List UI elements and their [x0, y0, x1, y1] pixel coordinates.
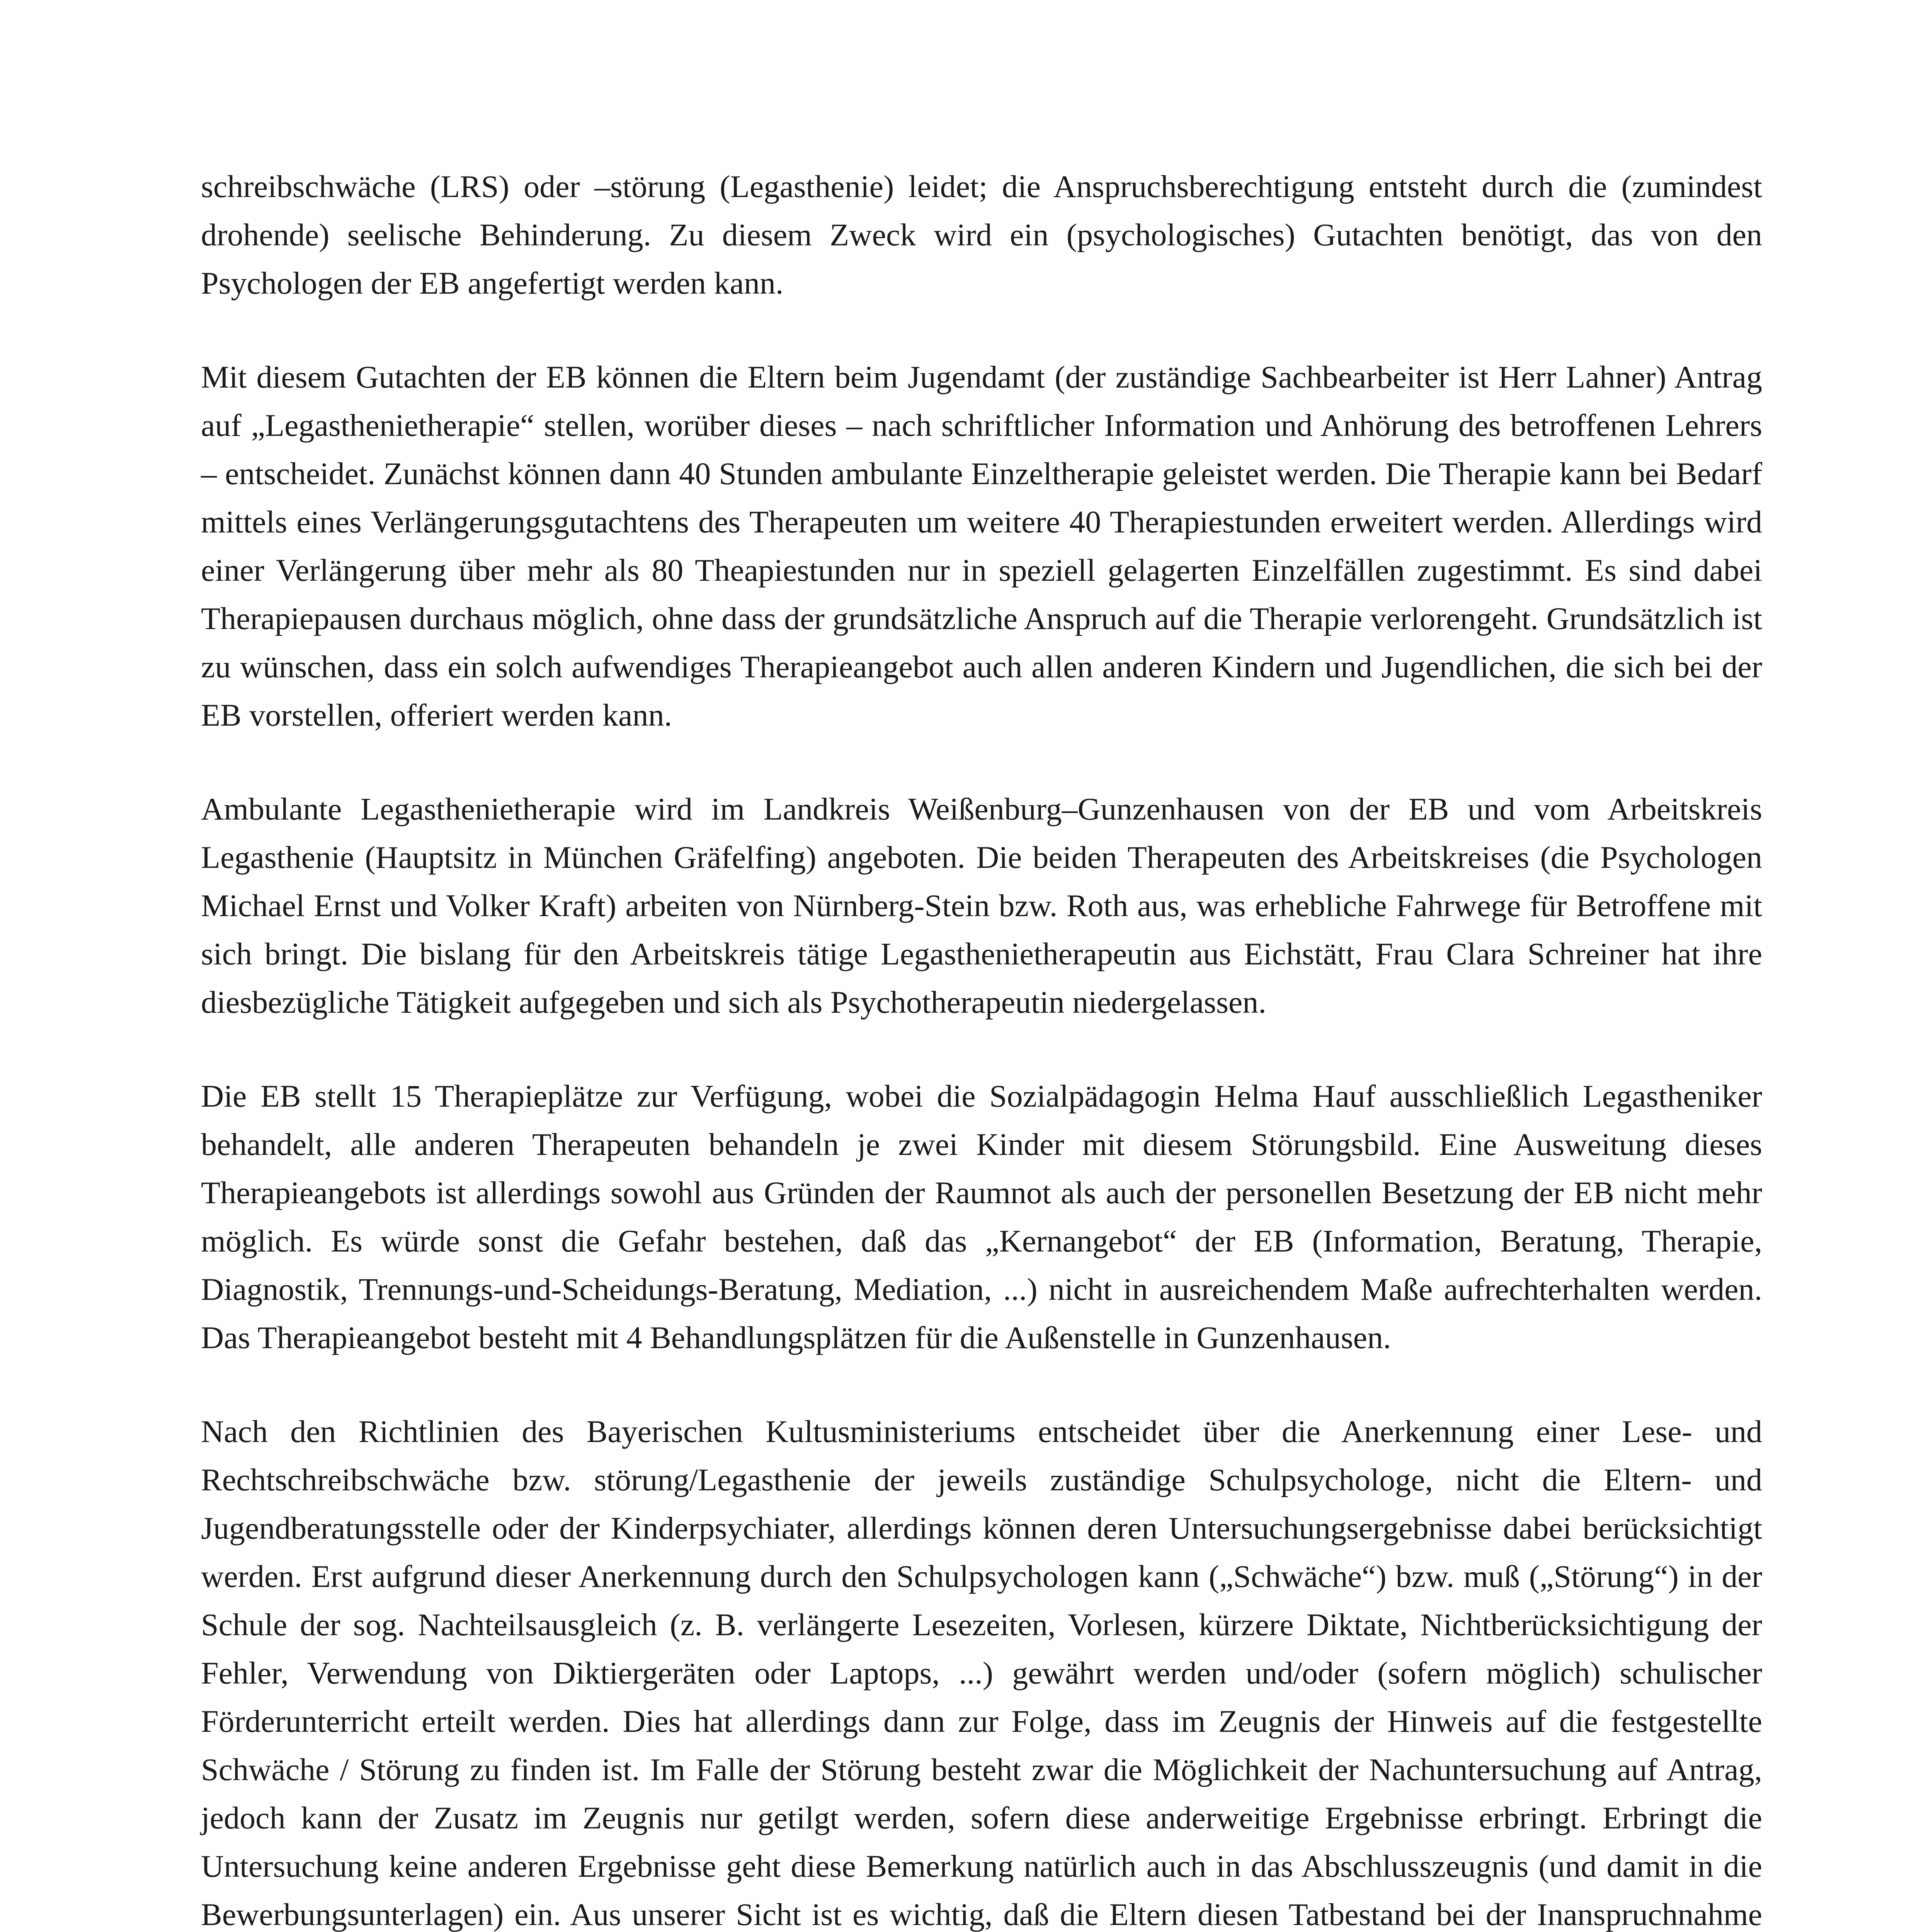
- paragraph-legasthenie-anspruch: schreibschwäche (LRS) oder –störung (Legasthenie) leidet; die Anspruchsberechtigung entsteht durch die (zumindest drohende) seelische Behinderung. Zu diesem Zweck wird ein (psychologisches) Gutachten benötigt, das von den Psychologen der EB angefertigt werden kann.: [201, 169, 1762, 301]
- paragraph-therapieplaetze: Die EB stellt 15 Therapieplätze zur Verfügung, wobei die Sozialpädagogin Helma Hauf ausschließlich Legastheniker behandelt, alle anderen Therapeuten behandeln je zwei Kinder mit diesem Störungsbild. Eine Ausweitung dieses Therapieangebots ist allerdings sowohl aus Gründen der Raumnot als auch der personellen Besetzung der EB nicht mehr möglich. Es würde sonst die Gefahr bestehen, daß das „Kernangebot“ der EB (Information, Beratung, Therapie, Diagnostik, Trennungs-und-Scheidungs-Beratung, Mediation, ...) nicht in ausreichendem Maße aufrechterhalten werden. Das Therapieangebot besteht mit 4 Behandlungsplätzen für die Außenstelle in Gunzenhausen.: [201, 1078, 1762, 1355]
- paragraph-richtlinien-kultusministerium: Nach den Richtlinien des Bayerischen Kultusministeriums entscheidet über die Anerkennung einer Lese- und Rechtschreibschwäche bzw. störung/Legasthenie der jeweils zuständige Schulpsychologe, nicht die Eltern- und Jugendberatungsstelle oder der Kinderpsychiater, allerdings können deren Untersuchungsergebnisse dabei berücksichtigt werden. Erst aufgrund dieser Anerkennung durch den Schulpsychologen kann („Schwäche“) bzw. muß („Störung“) in der Schule der sog. Nachteilsausgleich (z. B. verlängerte Lesezeiten, Vorlesen, kürzere Diktate, Nichtberücksichtigung der Fehler, Verwendung von Diktiergeräten oder Laptops, ...) gewährt werden und/oder (sofern möglich) schulischer Förderunterricht erteilt werden. Dies hat allerdings dann zur Folge, dass im Zeugnis der Hinweis auf die festgestellte Schwäche / Störung zu finden ist. Im Falle der Störung besteht zwar die Möglichkeit der Nachuntersuchung auf Antrag, jedoch kann der Zusatz im Zeugnis nur getilgt werden, sofern diese anderweitige Ergebnisse erbringt. Erbringt die Untersuchung keine anderen Ergebnisse geht diese Bemerkung natürlich auch in das Abschlusszeugnis (und damit in die Bewerbungsunterlagen) ein. Aus unserer Sicht ist es wichtig, daß die Eltern diesen Tatbestand bei der Inanspruchnahme: [201, 1414, 1762, 1932]
- paragraph-ambulante-therapie: Ambulante Legasthenietherapie wird im Landkreis Weißenburg–Gunzenhausen von der EB und vom Arbeitskreis Legasthenie (Hauptsitz in München Gräfelfing) angeboten. Die beiden Therapeuten des Arbeitskreises (die Psychologen Michael Ernst und Volker Kraft) arbeiten von Nürnberg-Stein bzw. Roth aus, was erhebliche Fahrwege für Betroffene mit sich bringt. Die bislang für den Arbeitskreis tätige Legasthenietherapeutin aus Eichstätt, Frau Clara Schreiner hat ihre diesbezügliche Tätigkeit aufgegeben und sich als Psychotherapeutin niedergelassen.: [201, 791, 1762, 1020]
- body-text: [201, 162, 1762, 1932]
- paragraph-gutachten-jugendamt: Mit diesem Gutachten der EB können die Eltern beim Jugendamt (der zuständige Sachbearbeiter ist Herr Lahner) Antrag auf „Legasthenietherapie“ stellen, worüber dieses – nach schriftlicher Information und Anhörung des betroffenen Lehrers – entscheidet. Zunächst können dann 40 Stunden ambulante Einzeltherapie geleistet werden. Die Therapie kann bei Bedarf mittels eines Verlängerungsgutachtens des Therapeuten um weitere 40 Therapiestunden erweitert werden. Allerdings wird einer Verlängerung über mehr als 80 Theapiestunden nur in speziell gelagerten Einzelfällen zugestimmt. Es sind dabei Therapiepausen durchaus möglich, ohne dass der grundsätzliche Anspruch auf die Therapie verlorengeht. Grundsätzlich ist zu wünschen, dass ein solch aufwendiges Therapieangebot auch allen anderen Kindern und Jugendlichen, die sich bei der EB vorstellen, offeriert werden kann.: [201, 359, 1762, 733]
